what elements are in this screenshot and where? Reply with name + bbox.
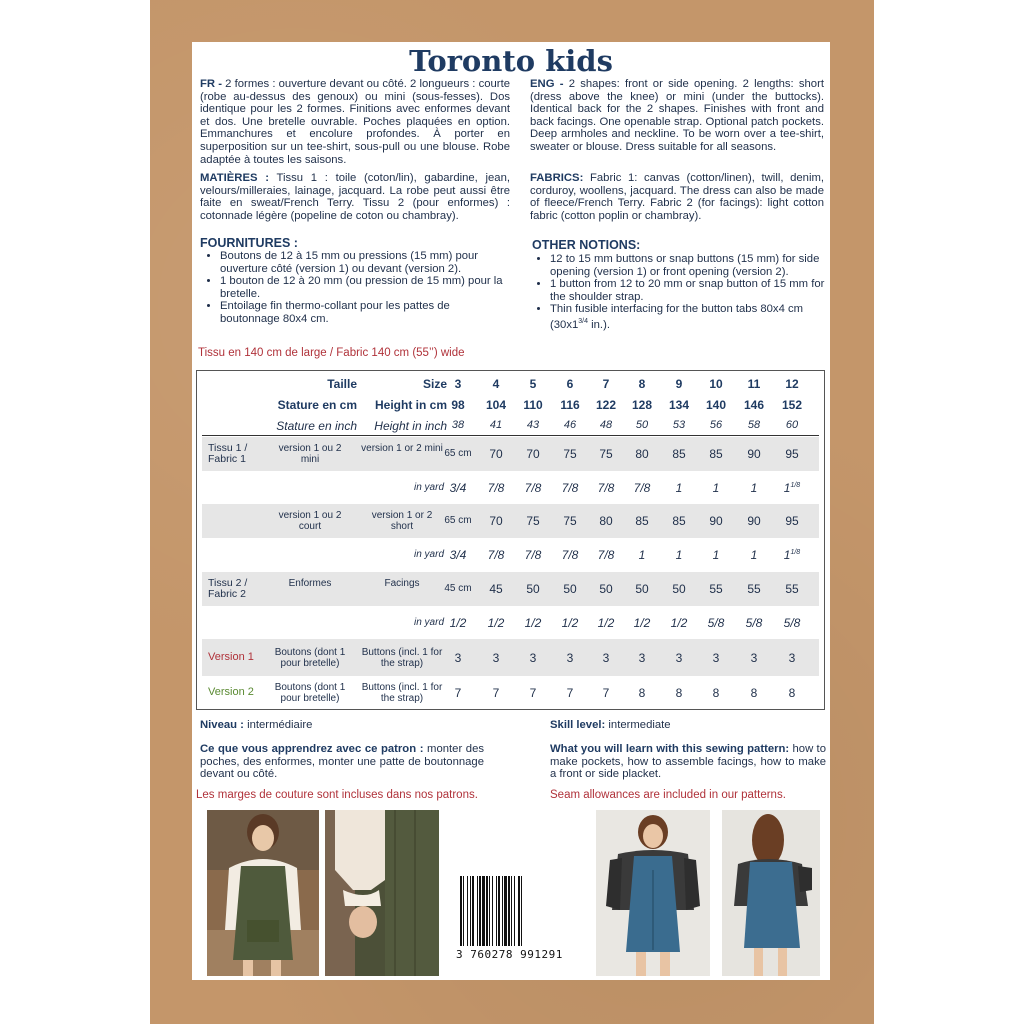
table-cell: [515, 514, 551, 528]
en-fabrics-label: FABRICS:: [530, 172, 584, 184]
table-cell: [478, 686, 514, 700]
table-cell: [774, 514, 810, 528]
cell-value: 75: [526, 514, 540, 528]
height-cm-value: 128: [631, 398, 653, 412]
cell-value: 70: [526, 447, 540, 461]
cell-value: 95: [785, 447, 799, 461]
en-notion-text: Thin fusible interfacing for the button tabs 80x4 cm (30x1: [550, 303, 804, 331]
row-label-en: version 1 or 2 short: [371, 510, 433, 532]
size-value: 6: [566, 377, 574, 391]
row-unit: 45 cm: [444, 583, 472, 594]
stature-in-fr: Stature en inch: [276, 419, 357, 433]
table-cell: [440, 548, 476, 562]
cell-value: 1: [783, 480, 791, 495]
fr-supply-item: • Boutons de 12 à 15 mm ou pressions (15 mm) pour ouverture côté (version 1) ou devant (version 2).: [220, 250, 512, 275]
photo-green-dress-detail: [325, 810, 439, 976]
fr-level: [200, 719, 512, 732]
cell-value: 8: [788, 686, 796, 700]
row-group-label: Tissu 1 / Fabric 1: [208, 442, 248, 465]
cell-value: 5/8: [783, 615, 801, 630]
cell-value: 3: [638, 650, 646, 665]
fr-supply-item: • 1 bouton de 12 à 20 mm (ou pression de 15 mm) pour la bretelle.: [220, 275, 512, 300]
cell-value: 50: [599, 582, 613, 596]
table-cell: [661, 582, 697, 596]
table-cell: [698, 651, 734, 665]
cell-value: 55: [709, 582, 723, 596]
size-value: 3: [454, 377, 462, 391]
row-label-en: in yard: [413, 481, 444, 493]
height-in-value: 58: [747, 419, 761, 431]
cell-value: 85: [672, 447, 686, 461]
table-cell: [661, 447, 697, 461]
stature-cm-row: [202, 398, 819, 416]
table-cell: [624, 651, 660, 665]
table-cell: [440, 651, 476, 665]
size-value: 7: [602, 377, 610, 391]
table-cell: [736, 548, 772, 562]
en-notions: [530, 253, 826, 331]
table-cell: [515, 548, 551, 562]
stature-in-en: Height in inch: [374, 419, 447, 433]
fr-materials-label: MATIÈRES :: [200, 172, 269, 184]
en-learn: [550, 743, 826, 781]
size-value: 8: [638, 377, 646, 391]
fr-intro: [200, 78, 510, 166]
table-cell: [698, 582, 734, 596]
en-level: [550, 719, 826, 732]
table-cell: [661, 481, 697, 495]
cell-value: 7: [529, 686, 537, 700]
table-cell: [774, 548, 810, 562]
size-label: Size: [422, 377, 447, 391]
cell-value: 7/8: [487, 480, 505, 495]
row-unit: 65 cm: [444, 448, 472, 459]
cell-value: 1: [675, 480, 683, 495]
cell-value: 3: [675, 650, 683, 665]
cell-value: 90: [747, 447, 761, 461]
table-cell: [515, 616, 551, 630]
cell-value: 1/2: [597, 615, 615, 630]
cell-value: 50: [526, 582, 540, 596]
en-notion-item: [550, 303, 826, 331]
table-cell: [588, 548, 624, 562]
cell-value: 7/8: [633, 480, 651, 495]
table-cell: [624, 481, 660, 495]
taille-label: Taille: [327, 377, 357, 391]
en-learn-label: What you will learn with this sewing pattern:: [550, 743, 790, 755]
photo-denim-dress-back: [722, 810, 820, 976]
cell-value: 5/8: [745, 615, 763, 630]
table-cell: [624, 447, 660, 461]
table-cell: [736, 447, 772, 461]
en-notion-sup: 3/4: [578, 317, 588, 325]
en-learn-text: how to make pockets, how to assemble facings, how to make a front or side placket.: [550, 743, 826, 781]
size-value: 11: [747, 377, 761, 391]
table-cell: [736, 686, 772, 700]
photo-green-dress-front: [207, 810, 319, 976]
table-cell: [440, 481, 476, 495]
en-notion-item: • 12 to 15 mm buttons or snap buttons (15 mm) for side opening (version 1) or front opening (version 2).: [550, 253, 826, 278]
table-cell: [478, 548, 514, 562]
table-row: [202, 606, 819, 639]
table-cell: [588, 616, 624, 630]
height-in-value: 50: [635, 419, 649, 431]
barcode: [456, 874, 580, 962]
row-label-fr: Enformes: [288, 578, 332, 589]
cell-value: 3: [750, 650, 758, 665]
row-label-en: Facings: [384, 578, 420, 589]
en-notions-heading: OTHER NOTIONS:: [532, 238, 641, 252]
cell-value: 7/8: [561, 548, 579, 562]
table-row: [202, 504, 819, 538]
table-cell: [588, 447, 624, 461]
height-cm-value: 104: [485, 398, 507, 412]
table-cell: [698, 686, 734, 700]
cell-value: 55: [747, 582, 761, 596]
row-group-label: Tissu 2 / Fabric 2: [208, 577, 248, 600]
table-cell: [698, 616, 734, 630]
row-label-en: in yard: [413, 616, 444, 628]
height-in-value: 43: [526, 419, 540, 431]
cell-value: 3: [602, 650, 610, 665]
cell-value: 3/4: [449, 480, 467, 495]
cell-value: 1/2: [524, 615, 542, 630]
table-cell: [588, 481, 624, 495]
cell-fraction: 1/8: [790, 481, 801, 489]
table-cell: [661, 616, 697, 630]
cell-value: 7: [492, 686, 500, 700]
table-cell: [552, 582, 588, 596]
table-cell: [478, 651, 514, 665]
table-cell: [774, 686, 810, 700]
row-label-en: in yard: [413, 549, 444, 560]
cell-value: 7/8: [487, 548, 505, 562]
height-cm-value: 116: [560, 398, 580, 412]
cell-value: 55: [785, 582, 799, 596]
cell-value: 75: [599, 447, 613, 461]
table-cell: [588, 686, 624, 700]
table-cell: [552, 514, 588, 528]
size-row: [202, 377, 819, 395]
cell-value: 8: [675, 686, 683, 700]
barcode-bars: [460, 876, 576, 946]
cell-value: 85: [672, 514, 686, 528]
stature-cm-en: Height in cm: [374, 398, 447, 412]
cell-value: 1: [638, 548, 646, 562]
table-divider: [202, 435, 819, 436]
table-cell: [515, 651, 551, 665]
table-cell: [774, 616, 810, 630]
cell-value: 1/2: [670, 615, 688, 630]
table-cell: [624, 686, 660, 700]
fr-level-label: Niveau :: [200, 719, 244, 731]
table-cell: [624, 616, 660, 630]
cell-value: 3: [712, 650, 720, 665]
row-label-fr: version 1 ou 2 court: [278, 510, 342, 532]
table-cell: [478, 616, 514, 630]
table-cell: [478, 582, 514, 596]
table-cell: [661, 514, 697, 528]
fr-supplies-heading: FOURNITURES :: [200, 236, 298, 250]
size-value: 9: [675, 377, 683, 391]
en-notion-item: • 1 button from 12 to 20 mm or snap button of 15 mm for the shoulder strap.: [550, 278, 826, 303]
table-cell: [736, 616, 772, 630]
cell-value: 7: [454, 686, 462, 700]
table-cell: [552, 651, 588, 665]
cell-value: 1: [750, 480, 758, 495]
height-in-value: 60: [785, 419, 799, 431]
table-row: [202, 639, 819, 676]
cell-value: 3: [454, 650, 462, 665]
en-fabrics: [530, 172, 824, 222]
table-cell: [515, 447, 551, 461]
barcode-number: 3 760278 991291: [456, 948, 563, 961]
fr-level-text: intermédiaire: [243, 719, 313, 731]
table-cell: [774, 481, 810, 495]
en-fabrics-text: Fabric 1: canvas (cotton/linen), twill, denim, corduroy, woollens, jacquard. The dress can also be made of fleece/French Terry. Fabric 2 (for facings): light cotton fabric (cotton poplin or chambray).: [530, 172, 824, 222]
table-cell: [736, 582, 772, 596]
height-cm-value: 98: [451, 398, 465, 412]
fr-seam-note: Les marges de couture sont incluses dans nos patrons.: [196, 789, 478, 801]
height-in-value: 38: [451, 419, 465, 431]
row-label-en: Buttons (incl. 1 for the strap): [361, 682, 443, 704]
table-cell: [774, 651, 810, 665]
table-cell: [552, 616, 588, 630]
table-cell: [588, 582, 624, 596]
cell-value: 3/4: [449, 548, 467, 562]
cell-value: 7: [602, 686, 610, 700]
cell-value: 50: [672, 582, 686, 596]
fr-learn-text: monter des poches, des enformes, monter une patte de boutonnage devant ou côté.: [200, 743, 485, 781]
en-level-label: Skill level:: [550, 719, 606, 731]
cell-value: 7: [566, 686, 574, 700]
table-row: [202, 538, 819, 572]
cell-value: 75: [563, 447, 577, 461]
cell-value: 1/2: [561, 615, 579, 630]
fr-intro-text: 2 formes : ouverture devant ou côté. 2 longueurs : courte (robe au-dessus des genoux) ou mini (sous-fesses). Dos identique pour les 2 formes. Finitions avec enformes devant et dos. Une bretelle ouvrable. Poches plaquées en option. Emmanchures et encolure profondes. À porter en superposition sur un tee-shirt, sous-pull ou une blouse. Robe adaptée à toutes les saisons.: [200, 78, 510, 166]
cell-value: 70: [489, 447, 503, 461]
en-seam-note: Seam allowances are included in our patterns.: [550, 789, 786, 801]
table-row: [202, 676, 819, 710]
table-cell: [552, 447, 588, 461]
pattern-title: Toronto kids: [409, 44, 613, 78]
cell-value: 85: [709, 447, 723, 461]
table-cell: [515, 481, 551, 495]
table-cell: [588, 651, 624, 665]
table-cell: [661, 548, 697, 562]
table-cell: [698, 514, 734, 528]
height-cm-value: 134: [668, 398, 690, 412]
row-label-fr: Boutons (dont 1 pour bretelle): [274, 646, 346, 669]
fr-materials-text: Tissu 1 : toile (coton/lin), gabardine, jean, velours/milleraies, lainage, jacquard. La robe peut aussi être faite en sweat/French Terry. Tissu 2 (pour enformes) : cotonnade légère (popeline de coton ou chambray).: [200, 172, 511, 222]
table-cell: [478, 514, 514, 528]
table-cell: [440, 686, 476, 700]
cell-value: 70: [489, 514, 503, 528]
table-cell: [552, 548, 588, 562]
cell-value: 3: [566, 650, 574, 665]
cell-value: 1: [712, 548, 720, 562]
row-label-fr: Boutons (dont 1 pour bretelle): [274, 682, 346, 704]
fr-learn-label: Ce que vous apprendrez avec ce patron :: [200, 743, 424, 755]
height-cm-value: 110: [523, 398, 543, 412]
cell-value: 3: [492, 650, 500, 665]
en-intro-text: 2 shapes: front or side opening. 2 lengths: short (dress above the knee) or mini (under the buttocks). Identical back for the 2 shapes. Finishes with front and back facings. One openable strap. Optional patch pockets. Deep armholes and neckline. To be worn over a tee-shirt, sweater or blouse. Dress suitable for all seasons.: [530, 78, 824, 153]
cell-value: 8: [750, 686, 758, 700]
cell-value: 1: [712, 480, 720, 495]
table-cell: [515, 582, 551, 596]
cell-value: 1: [675, 548, 683, 562]
cell-value: 8: [712, 686, 720, 700]
table-cell: [588, 514, 624, 528]
row-label-en: Buttons (incl. 1 for the strap): [361, 646, 443, 669]
cell-value: 7/8: [597, 548, 615, 562]
table-cell: [698, 548, 734, 562]
table-cell: [478, 447, 514, 461]
cell-value: 7/8: [524, 480, 542, 495]
table-cell: [478, 481, 514, 495]
size-chart: [196, 370, 825, 710]
fr-intro-label: FR -: [200, 78, 222, 90]
table-cell: [624, 582, 660, 596]
table-cell: [661, 686, 697, 700]
cell-value: 75: [563, 514, 577, 528]
height-cm-value: 152: [781, 398, 803, 412]
fr-materials: [200, 172, 510, 222]
cell-value: 1: [750, 548, 758, 562]
row-group-label: Version 2: [208, 686, 254, 698]
height-cm-value: 140: [705, 398, 727, 412]
row-group-label: Version 1: [208, 650, 254, 663]
en-level-text: intermediate: [605, 719, 671, 731]
cell-value: 1/2: [487, 615, 505, 630]
table-cell: [736, 481, 772, 495]
cell-value: 80: [599, 514, 613, 528]
en-notion-end: in.).: [588, 318, 610, 331]
table-cell: [661, 651, 697, 665]
row-label-en: version 1 or 2 mini: [361, 443, 443, 454]
table-cell: [736, 651, 772, 665]
cell-value: 1/2: [449, 615, 467, 630]
fr-supply-item: • Entoilage fin thermo-collant pour les pattes de boutonnage 80x4 cm.: [220, 300, 512, 325]
table-cell: [440, 616, 476, 630]
barcode-bar: [522, 876, 524, 946]
cell-value: 50: [563, 582, 577, 596]
cell-value: 8: [638, 686, 646, 700]
cell-value: 85: [635, 514, 649, 528]
en-intro: [530, 78, 824, 154]
table-cell: [736, 514, 772, 528]
cell-value: 1/2: [633, 615, 651, 630]
fabric-width-note: Tissu en 140 cm de large / Fabric 140 cm (55’’) wide: [198, 347, 465, 359]
table-cell: [552, 481, 588, 495]
fr-supplies: [200, 250, 512, 326]
table-cell: [515, 686, 551, 700]
size-value: 12: [785, 377, 799, 391]
height-cm-value: 122: [595, 398, 617, 412]
table-cell: [624, 548, 660, 562]
table-row: [202, 437, 819, 471]
cell-value: 1: [783, 548, 791, 562]
height-in-value: 53: [672, 419, 686, 431]
height-cm-value: 146: [743, 398, 765, 412]
size-value: 10: [709, 377, 723, 391]
table-cell: [552, 686, 588, 700]
cell-value: 50: [635, 582, 649, 596]
cell-value: 90: [709, 514, 723, 528]
cell-value: 5/8: [707, 615, 725, 630]
cell-value: 90: [747, 514, 761, 528]
table-cell: [624, 514, 660, 528]
fr-learn: [200, 743, 484, 781]
cell-value: 7/8: [561, 480, 579, 495]
stature-cm-fr: Stature en cm: [277, 398, 357, 412]
table-row: [202, 471, 819, 504]
height-in-value: 48: [599, 419, 613, 431]
table-cell: [774, 447, 810, 461]
pattern-sheet: [192, 42, 830, 980]
table-cell: [774, 582, 810, 596]
row-unit: 65 cm: [444, 515, 472, 526]
cell-value: 95: [785, 514, 799, 528]
size-value: 4: [492, 377, 500, 391]
size-value: 5: [529, 377, 537, 391]
cell-value: 3: [788, 650, 796, 665]
table-row: [202, 572, 819, 606]
height-in-value: 41: [489, 419, 503, 431]
height-in-value: 56: [709, 419, 723, 431]
cell-value: 80: [635, 447, 649, 461]
cell-value: 3: [529, 650, 537, 665]
cell-value: 45: [489, 582, 503, 596]
height-in-value: 46: [563, 419, 577, 431]
table-cell: [698, 481, 734, 495]
row-label-fr: version 1 ou 2 mini: [278, 443, 342, 465]
photo-denim-dress-front: [596, 810, 710, 976]
cell-fraction: 1/8: [790, 549, 801, 556]
table-cell: [698, 447, 734, 461]
cell-value: 7/8: [524, 548, 542, 562]
cell-value: 7/8: [597, 480, 615, 495]
en-intro-label: ENG -: [530, 78, 564, 90]
